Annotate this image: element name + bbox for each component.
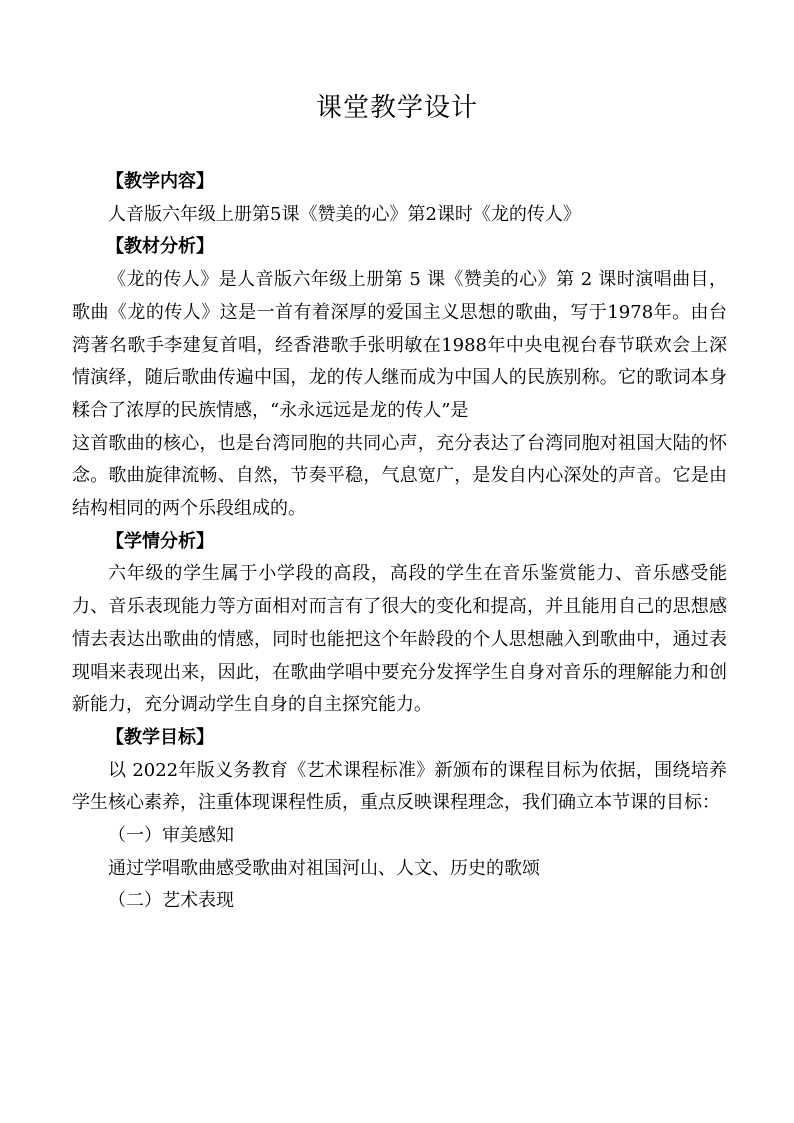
section-heading-teaching-goals: 【教学目标】 — [106, 726, 214, 748]
material-analysis-paragraph-2: 这首歌曲的核心，也是台湾同胞的共同心声，充分表达了台湾同胞对祖国大陆的怀念。歌曲旋律流畅、自然，节奏平稳，气息宽广，是发自内心深处的声音。它是由结构相同的两个乐段组成的。 — [72, 432, 727, 520]
teaching-goals-text: 以 2022年版义务教育《艺术课程标准》新颁布的课程目标为依据，围绕培养学生核心素养，注重体现课程性质，重点反映课程理念，我们确立本节课的目标： — [72, 759, 727, 814]
document-body — [72, 166, 727, 918]
goal-item-1-label: （一）审美感知 — [108, 825, 234, 847]
section-heading-teaching-content: 【教学内容】 — [106, 171, 214, 192]
material-analysis-paragraph-1: 《龙的传人》是人音版六年级上册第 5 课《赞美的心》第 2 课时演唱曲目，歌曲《龙的传人》这是一首有着深厚的爱国主义思想的歌曲，写于1978年。由台湾著名歌手李建复首唱，经香港歌手张明敏在1988年中央电视台春节联欢会上深情演绎，随后歌曲传遍中国，龙的传人继而成为中国人的民族别称。它的歌词本身糅合了浓厚的民族情感，“永永远远是龙的传人”是 — [72, 269, 727, 421]
section-heading-student-analysis: 【学情分析】 — [106, 530, 214, 552]
goal-item-2-label: （二）艺术表现 — [108, 890, 234, 912]
teaching-content-text: 人音版六年级上册第5课《赞美的心》第2课时《龙的传人》 — [108, 203, 581, 225]
section-heading-material-analysis: 【教材分析】 — [106, 236, 214, 258]
goal-item-1-text: 通过学唱歌曲感受歌曲对祖国河山、人文、历史的歌颂 — [108, 857, 540, 879]
student-analysis-text: 六年级的学生属于小学段的高段，高段的学生在音乐鉴赏能力、音乐感受能力、音乐表现能力等方面相对而言有了很大的变化和提高，并且能用自己的思想感情去表达出歌曲的情感，同时也能把这个年龄段的个人思想融入到歌曲中，通过表现唱来表现出来，因此，在歌曲学唱中要充分发挥学生自身对音乐的理解能力和创新能力，充分调动学生自身的自主探究能力。 — [72, 563, 727, 716]
page-title: 课堂教学设计 — [315, 93, 478, 123]
